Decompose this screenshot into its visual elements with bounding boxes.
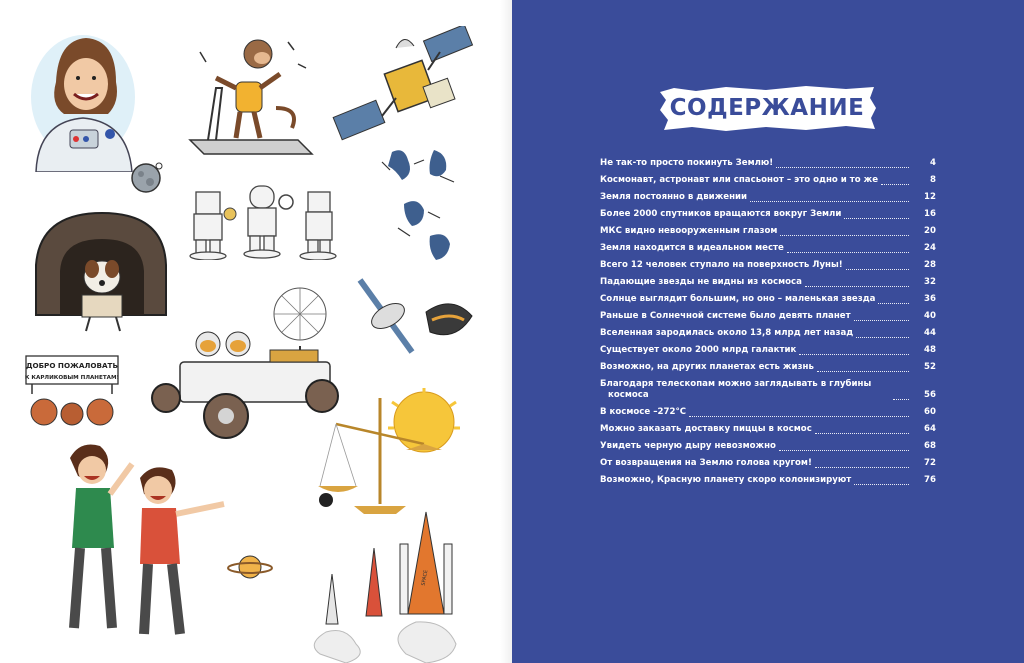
probe-capsule-illustration xyxy=(352,272,482,372)
toc-page-number: 8 xyxy=(930,175,936,185)
toc-leader-dots xyxy=(854,476,909,485)
toc-leader-dots xyxy=(881,176,909,185)
toc-entry[interactable] xyxy=(600,322,936,339)
toc-page-number: 20 xyxy=(924,226,936,236)
welcome-sign-line2: К КАРЛИКОВЫМ ПЛАНЕТАМ! xyxy=(24,375,120,381)
toc-entry-title: Возможно, на других планетах есть жизнь xyxy=(600,362,814,372)
toc-page-number: 44 xyxy=(924,328,936,338)
toc-leader-dots xyxy=(854,312,909,321)
toc-entry-title: Можно заказать доставку пиццы в космос xyxy=(600,424,812,434)
toc-entry[interactable] xyxy=(600,220,936,237)
toc-leader-dots xyxy=(846,261,909,270)
toc-entry-title-line2: космоса xyxy=(608,390,649,400)
toc-entry[interactable] xyxy=(600,186,936,203)
toc-entry-title: Возможно, Красную планету скоро колонизируют xyxy=(600,475,852,485)
two-kids-illustration xyxy=(40,438,240,638)
toc-leader-dots xyxy=(805,278,909,287)
toc-entry[interactable] xyxy=(600,401,936,418)
toc-leader-dots xyxy=(750,193,909,202)
toc-entry[interactable] xyxy=(600,305,936,322)
toc-entry[interactable] xyxy=(600,254,936,271)
toc-entry-title: Солнце выглядит большим, но оно – маленькая звезда xyxy=(600,294,876,304)
toc-page-number: 72 xyxy=(924,458,936,468)
toc-page-number: 24 xyxy=(924,243,936,253)
toc-page-number: 28 xyxy=(924,260,936,270)
toc-entry-title: В космосе –272°С xyxy=(600,407,687,417)
toc-entry-title: Существует около 2000 млрд галактик xyxy=(600,345,797,355)
toc-page-number: 4 xyxy=(930,158,936,168)
toc-leader-dots xyxy=(787,244,909,253)
toc-entry-title: Более 2000 спутников вращаются вокруг Земли xyxy=(600,209,842,219)
scale-sun-illustration xyxy=(296,388,472,518)
toc-entry[interactable] xyxy=(600,356,936,373)
saturn-illustration xyxy=(226,550,274,584)
falling-creatures-illustration xyxy=(374,140,474,270)
toc-leader-dots xyxy=(815,425,909,434)
page-title: СОДЕРЖАНИЕ xyxy=(669,95,865,121)
toc-leader-dots xyxy=(817,363,909,372)
toc-leader-dots xyxy=(779,442,909,451)
toc-entry[interactable] xyxy=(600,469,936,486)
toc-entry[interactable] xyxy=(600,288,936,305)
toc-entry[interactable] xyxy=(600,339,936,356)
toc-page-number: 64 xyxy=(924,424,936,434)
rocket-label: SPACE xyxy=(420,569,430,587)
toc-page-number: 36 xyxy=(924,294,936,304)
toc-entry[interactable] xyxy=(600,418,936,435)
toc-leader-dots xyxy=(689,408,909,417)
contents-page xyxy=(512,0,1024,663)
toc-entry[interactable] xyxy=(600,152,936,169)
toc-entry-title: Всего 12 человек ступало на поверхность Луны! xyxy=(600,260,843,270)
toc-entry-title: Увидеть черную дыру невозможно xyxy=(600,441,776,451)
toc-entry[interactable] xyxy=(600,435,936,452)
table-of-contents xyxy=(600,152,936,486)
toc-page-number: 48 xyxy=(924,345,936,355)
rockets-illustration xyxy=(296,504,466,663)
toc-page-number: 40 xyxy=(924,311,936,321)
toc-entry-title-line1: Благодаря телескопам можно заглядывать в глубины xyxy=(600,379,872,389)
toc-page-number: 76 xyxy=(924,475,936,485)
monkey-treadmill-illustration xyxy=(180,28,320,160)
planet-small-illustration xyxy=(128,160,168,196)
astronaut-woman-illustration xyxy=(28,22,138,172)
toc-page-number: 60 xyxy=(924,407,936,417)
toc-entry-title: От возвращения на Землю голова кругом! xyxy=(600,458,812,468)
toc-leader-dots xyxy=(893,391,909,400)
toc-entry[interactable] xyxy=(600,452,936,469)
toc-page-number: 12 xyxy=(924,192,936,202)
toc-entry-title: Земля находится в идеальном месте xyxy=(600,243,784,253)
toc-page-number: 52 xyxy=(924,362,936,372)
toc-page-number: 56 xyxy=(924,390,936,400)
toc-page-number: 68 xyxy=(924,441,936,451)
title-banner xyxy=(656,82,878,134)
toc-entry-title: Не так-то просто покинуть Землю! xyxy=(600,158,774,168)
toc-leader-dots xyxy=(780,227,909,236)
toc-entry-title: Космонавт, астронавт или спасьонот – это одно и то же xyxy=(600,175,879,185)
satellite-illustration xyxy=(330,26,480,146)
toc-page-number: 32 xyxy=(924,277,936,287)
toc-leader-dots xyxy=(776,159,909,168)
toc-entry-title: Вселенная зародилась около 13,8 млрд лет назад xyxy=(600,328,854,338)
toc-entry[interactable] xyxy=(600,237,936,254)
toc-entry[interactable] xyxy=(600,203,936,220)
toc-leader-dots xyxy=(856,329,909,338)
toc-leader-dots xyxy=(844,210,909,219)
toy-astronauts-illustration xyxy=(186,176,348,260)
toc-page-number: 16 xyxy=(924,209,936,219)
toc-entry-title: МКС видно невооруженным глазом xyxy=(600,226,778,236)
toc-entry[interactable] xyxy=(600,271,936,288)
toc-entry-title xyxy=(600,379,890,401)
toc-leader-dots xyxy=(799,346,909,355)
toc-leader-dots xyxy=(815,459,909,468)
toc-entry-title: Раньше в Солнечной системе было девять планет xyxy=(600,311,851,321)
page-gutter xyxy=(500,0,512,663)
toc-entry[interactable] xyxy=(600,169,936,186)
toc-leader-dots xyxy=(878,295,909,304)
toc-entry-title: Земля постоянно в движении xyxy=(600,192,748,202)
toc-entry-title: Падающие звезды не видны из космоса xyxy=(600,277,802,287)
toc-entry[interactable] xyxy=(600,373,936,401)
welcome-sign-line1: ДОБРО ПОЖАЛОВАТЬ xyxy=(26,361,118,370)
dwarf-planets-illustration xyxy=(22,350,122,430)
